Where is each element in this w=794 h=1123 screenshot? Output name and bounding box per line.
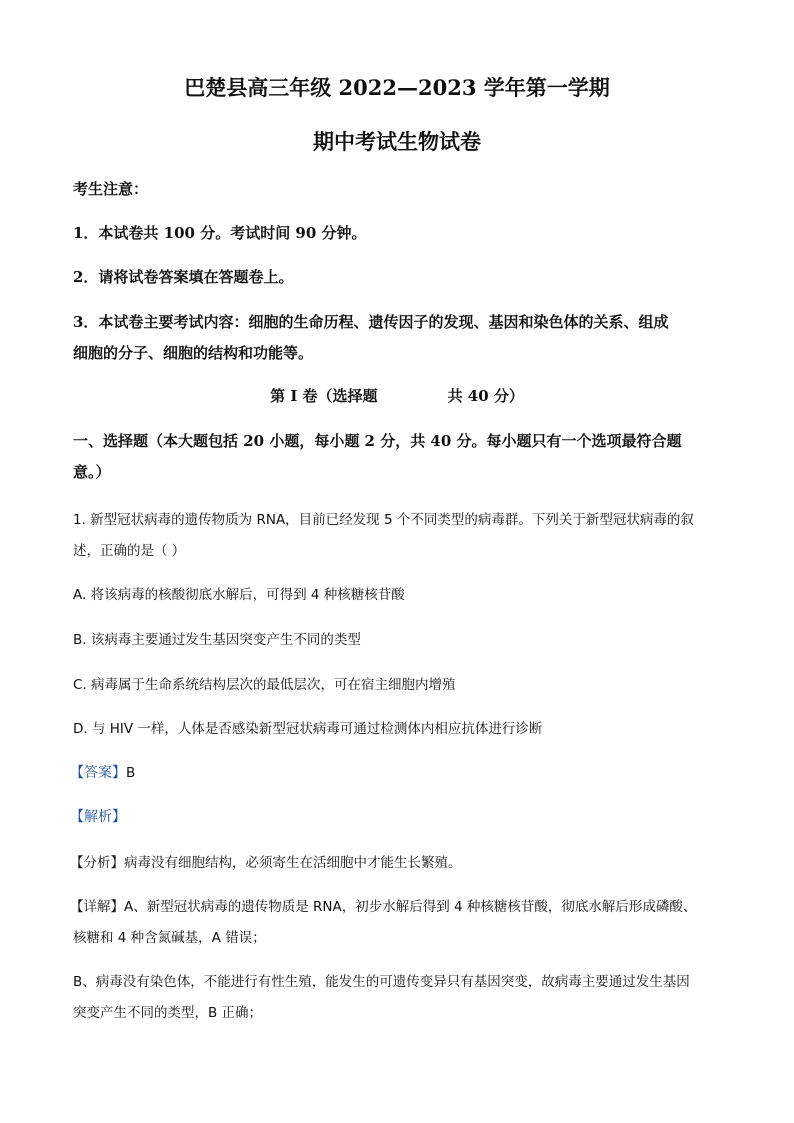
xiangjie-tag: 【详解】 (70, 899, 124, 915)
fenxi-text: 病毒没有细胞结构，必须寄生在活细胞中才能生长繁殖。 (124, 855, 462, 871)
answer-line (70, 762, 135, 782)
option-d: D. 与 HIV 一样，人体是否感染新型冠状病毒可通过检测体内相应抗体进行诊断 (73, 721, 543, 737)
answer-value: B (126, 765, 136, 781)
question-1-stem: 1. 新型冠状病毒的遗传物质为 RNA，目前已经发现 5 个不同类型的病毒群。下列关于新型冠状病毒的叙 (73, 512, 694, 528)
section-1-heading (0, 385, 794, 406)
part-1-instruction-cont: 意。） (73, 463, 111, 481)
fenxi-line (70, 851, 462, 871)
option-c: C. 病毒属于生命系统结构层次的最低层次，可在宿主细胞内增殖 (73, 677, 456, 693)
section-1-label: 第 I 卷（选择题 (270, 387, 378, 405)
part-1-instruction: 一、选择题（本大题包括 20 小题，每小题 2 分，共 40 分。每小题只有一个选项最符合题 (73, 432, 682, 450)
explanation-b: B、病毒没有染色体，不能进行有性生殖，能发生的可遗传变异只有基因突变，故病毒主要通过发生基因 (73, 974, 690, 990)
notice-item-3: 3．本试卷主要考试内容：细胞的生命历程、遗传因子的发现、基因和染色体的关系、组成 (73, 313, 669, 331)
fenxi-tag: 【分析】 (70, 855, 124, 871)
analysis-line (70, 806, 126, 826)
xiangjie-text: A、新型冠状病毒的遗传物质是 RNA，初步水解后得到 4 种核糖核苷酸，彻底水解后形成磷酸、 (124, 899, 697, 915)
exam-title-line1: 巴楚县高三年级 2022—2023 学年第一学期 (184, 75, 610, 100)
notice-item-3-cont: 细胞的分子、细胞的结构和功能等。 (73, 344, 314, 362)
notice-item-2: 2．请将试卷答案填在答题卷上。 (73, 268, 294, 286)
notice-heading: 考生注意： (73, 180, 149, 198)
answer-tag: 【答案】 (70, 765, 126, 781)
analysis-tag: 【解析】 (70, 809, 126, 825)
notice-item-1: 1．本试卷共 100 分。考试时间 90 分钟。 (73, 224, 367, 242)
explanation-b-cont: 突变产生不同的类型，B 正确； (73, 1005, 263, 1021)
section-1-score: 共 40 分） (447, 387, 524, 405)
xiangjie-text-cont: 核糖和 4 种含氮碱基，A 错误； (73, 930, 266, 946)
option-b: B. 该病毒主要通过发生基因突变产生不同的类型 (73, 632, 361, 648)
xiangjie-line (70, 895, 696, 915)
option-a: A. 将该病毒的核酸彻底水解后，可得到 4 种核糖核苷酸 (73, 587, 405, 603)
question-1-stem-cont: 述，正确的是（ ） (73, 543, 186, 559)
exam-title-line2: 期中考试生物试卷 (313, 129, 481, 154)
